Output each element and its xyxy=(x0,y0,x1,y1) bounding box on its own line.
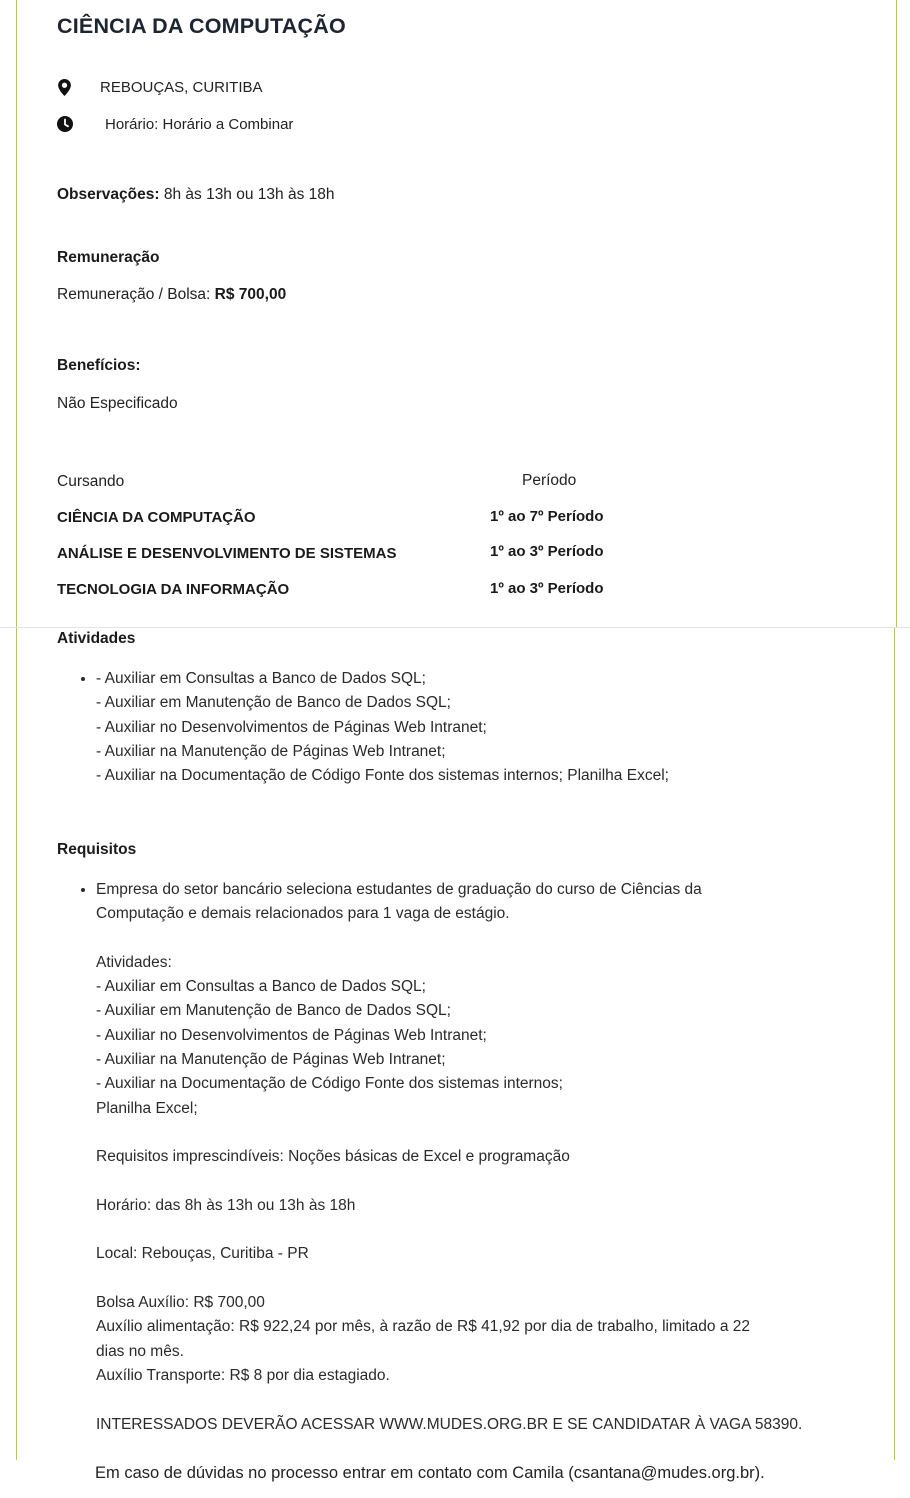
requirements-food-aid: Auxílio alimentação: R$ 922,24 por mês, à razão de R$ 41,92 por dia de trabalho, limitado a 22 xyxy=(96,1318,750,1336)
course-period: 1º ao 3º Período xyxy=(490,543,604,560)
requirements-activity-line: - Auxiliar em Manutenção de Banco de Dados SQL; xyxy=(96,1002,451,1020)
list-item xyxy=(96,667,669,788)
frame-left-bottom xyxy=(16,628,17,1460)
observations xyxy=(57,186,335,204)
observations-value: 8h às 13h ou 13h às 18h xyxy=(163,186,335,203)
courses-header-period: Período xyxy=(522,472,577,489)
requirements-activity-line: - Auxiliar no Desenvolvimentos de Páginas Web Intranet; xyxy=(96,1026,487,1044)
activity-line: - Auxiliar na Manutenção de Páginas Web Intranet; xyxy=(96,742,446,760)
job-location: REBOUÇAS, CURITIBA xyxy=(100,79,263,96)
courses-header-course: Cursando xyxy=(57,473,125,490)
section-divider xyxy=(0,627,910,628)
frame-right-bottom xyxy=(894,628,895,1460)
activity-line: - Auxiliar na Documentação de Código Fonte dos sistemas internos; Planilha Excel; xyxy=(96,767,669,785)
benefits-heading: Benefícios: xyxy=(57,357,141,374)
requirements-list xyxy=(57,878,802,1437)
course-name: TECNOLOGIA DA INFORMAÇÃO xyxy=(57,581,290,598)
list-item xyxy=(96,878,802,1437)
requirements-grant: Bolsa Auxílio: R$ 700,00 xyxy=(96,1294,265,1312)
course-period: 1º ao 7º Período xyxy=(490,508,604,525)
remuneration-heading: Remuneração xyxy=(57,249,160,266)
requirements-heading: Requisitos xyxy=(57,841,137,858)
job-schedule: Horário: Horário a Combinar xyxy=(105,116,294,133)
requirements-food-aid: dias no mês. xyxy=(96,1342,184,1360)
remuneration-line xyxy=(57,286,286,304)
requirements-intro: • Empresa do setor bancário seleciona estudantes de graduação do curso de Ciências da xyxy=(96,881,702,898)
benefits-value: Não Especificado xyxy=(57,395,178,412)
requirements-place: Local: Rebouças, Curitiba - PR xyxy=(96,1245,309,1263)
course-name: CIÊNCIA DA COMPUTAÇÃO xyxy=(57,509,256,526)
activity-line: • - Auxiliar em Consultas a Banco de Dados SQL; xyxy=(96,670,426,687)
requirements-apply: INTERESSADOS DEVERÃO ACESSAR WWW.MUDES.ORG.BR E SE CANDIDATAR À VAGA 58390. xyxy=(96,1415,803,1433)
course-period: 1º ao 3º Período xyxy=(490,580,604,597)
requirements-hours: Horário: das 8h às 13h ou 13h às 18h xyxy=(96,1196,356,1214)
requirements-activity-line: - Auxiliar na Manutenção de Páginas Web Intranet; xyxy=(96,1051,446,1069)
job-title: CIÊNCIA DA COMPUTAÇÃO xyxy=(57,14,346,38)
observations-label: Observações: xyxy=(57,186,160,203)
frame-right-top xyxy=(896,0,897,627)
activities-heading: Atividades xyxy=(57,630,136,647)
activity-line: - Auxiliar no Desenvolvimentos de Páginas Web Intranet; xyxy=(96,718,487,736)
requirements-activity-line: - Auxiliar em Consultas a Banco de Dados SQL; xyxy=(96,978,426,996)
frame-left-top xyxy=(16,0,17,627)
requirements-activity-line: - Auxiliar na Documentação de Código Fonte dos sistemas internos; xyxy=(96,1075,563,1093)
map-marker-icon xyxy=(58,79,71,101)
remuneration-value: R$ 700,00 xyxy=(214,286,287,303)
course-name: ANÁLISE E DESENVOLVIMENTO DE SISTEMAS xyxy=(57,545,397,562)
requirements-activities-label: Atividades: xyxy=(96,953,172,971)
requirements-transport: Auxílio Transporte: R$ 8 por dia estagiado. xyxy=(96,1366,390,1384)
activities-list xyxy=(57,667,669,788)
clock-icon xyxy=(57,116,73,137)
requirements-essentials: Requisitos imprescindíveis: Noções básicas de Excel e programação xyxy=(96,1148,570,1166)
requirements-intro: Computação e demais relacionados para 1 vaga de estágio. xyxy=(96,905,510,923)
remuneration-label: Remuneração / Bolsa: xyxy=(57,286,211,303)
requirements-activity-line: Planilha Excel; xyxy=(96,1099,198,1117)
activity-line: - Auxiliar em Manutenção de Banco de Dados SQL; xyxy=(96,694,451,712)
requirements-contact: Em caso de dúvidas no processo entrar em contato com Camila (csantana@mudes.org.br). xyxy=(95,1464,765,1482)
